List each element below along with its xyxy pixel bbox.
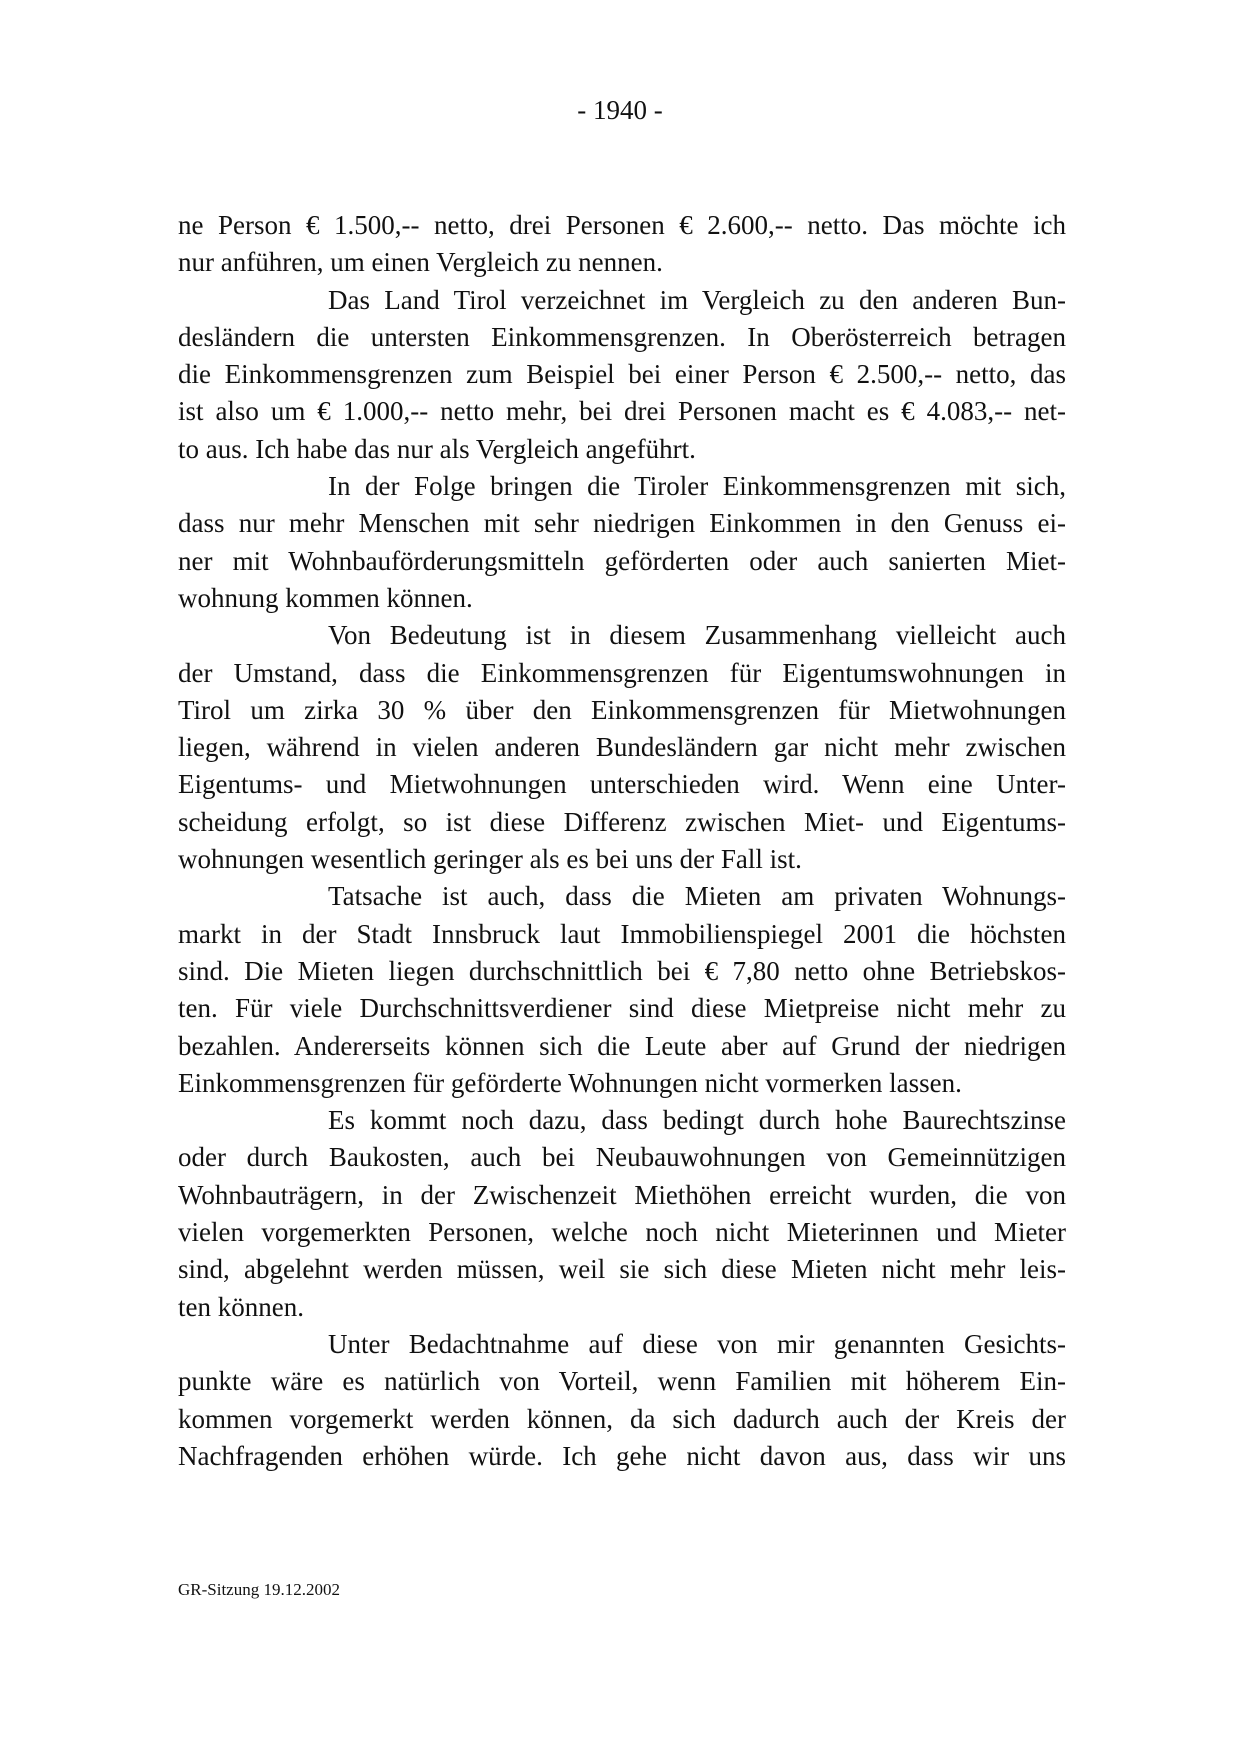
text-line: Eigentums- und Mietwohnungen unterschieden wird. Wenn eine Unter- <box>178 769 1066 800</box>
text-line: Wohnbauträgern, in der Zwischenzeit Miethöhen erreicht wurden, die von <box>178 1179 1066 1210</box>
text-line: desländern die untersten Einkommensgrenzen. In Oberösterreich betragen <box>178 321 1066 352</box>
paragraph <box>178 1326 1066 1475</box>
paragraph <box>178 282 1066 468</box>
text-line: In der Folge bringen die Tiroler Einkommensgrenzen mit sich, <box>328 471 1066 502</box>
footer-session-date: GR-Sitzung 19.12.2002 <box>178 1580 340 1599</box>
text-line: Es kommt noch dazu, dass bedingt durch hohe Baurechtszinse <box>328 1105 1066 1136</box>
text-line: bezahlen. Andererseits können sich die Leute aber auf Grund der niedrigen <box>178 1030 1066 1061</box>
text-line: kommen vorgemerkt werden können, da sich dadurch auch der Kreis der <box>178 1403 1066 1434</box>
text-line: wohnung kommen können. <box>178 582 473 613</box>
paragraph <box>178 468 1066 617</box>
text-line: to aus. Ich habe das nur als Vergleich angeführt. <box>178 433 696 464</box>
text-line: Tatsache ist auch, dass die Mieten am privaten Wohnungs- <box>328 881 1066 912</box>
text-line: die Einkommensgrenzen zum Beispiel bei einer Person € 2.500,-- netto, das <box>178 359 1066 390</box>
text-line: ner mit Wohnbauförderungsmitteln geförderten oder auch sanierten Miet- <box>178 545 1066 576</box>
text-line: Von Bedeutung ist in diesem Zusammenhang vielleicht auch <box>328 620 1066 651</box>
text-line: wohnungen wesentlich geringer als es bei uns der Fall ist. <box>178 844 802 875</box>
text-line: sind. Die Mieten liegen durchschnittlich bei € 7,80 netto ohne Betriebskos- <box>178 955 1066 986</box>
text-line: scheidung erfolgt, so ist diese Differenz zwischen Miet- und Eigentums- <box>178 806 1066 837</box>
text-line: ten können. <box>178 1291 304 1322</box>
document-body <box>178 207 1066 1475</box>
text-line: ten. Für viele Durchschnittsverdiener sind diese Mietpreise nicht mehr zu <box>178 993 1066 1024</box>
text-line: Unter Bedachtnahme auf diese von mir genannten Gesichts- <box>328 1328 1066 1359</box>
text-line: ist also um € 1.000,-- netto mehr, bei drei Personen macht es € 4.083,-- net- <box>178 396 1066 427</box>
paragraph <box>178 207 1066 282</box>
paragraph <box>178 617 1066 878</box>
text-line: punkte wäre es natürlich von Vorteil, wenn Familien mit höherem Ein- <box>178 1366 1066 1397</box>
text-line: dass nur mehr Menschen mit sehr niedrigen Einkommen in den Genuss ei- <box>178 508 1066 539</box>
text-line: vielen vorgemerkten Personen, welche noch nicht Mieterinnen und Mieter <box>178 1217 1066 1248</box>
text-line: Tirol um zirka 30 % über den Einkommensgrenzen für Mietwohnungen <box>178 694 1066 725</box>
page-number: - 1940 - <box>577 95 663 125</box>
paragraph <box>178 1102 1066 1326</box>
text-line: Das Land Tirol verzeichnet im Vergleich zu den anderen Bun- <box>328 284 1066 315</box>
text-line: liegen, während in vielen anderen Bundesländern gar nicht mehr zwischen <box>178 732 1066 763</box>
text-line: Nachfragenden erhöhen würde. Ich gehe nicht davon aus, dass wir uns <box>178 1440 1066 1471</box>
text-line: markt in der Stadt Innsbruck laut Immobilienspiegel 2001 die höchsten <box>178 918 1066 949</box>
text-line: ne Person € 1.500,-- netto, drei Personen € 2.600,-- netto. Das möchte ich <box>178 210 1066 240</box>
text-line: der Umstand, dass die Einkommensgrenzen für Eigentumswohnungen in <box>178 657 1066 688</box>
paragraph <box>178 878 1066 1102</box>
text-line: nur anführen, um einen Vergleich zu nennen. <box>178 247 663 278</box>
text-line: oder durch Baukosten, auch bei Neubauwohnungen von Gemeinnützigen <box>178 1142 1066 1173</box>
text-line: sind, abgelehnt werden müssen, weil sie sich diese Mieten nicht mehr leis- <box>178 1254 1066 1285</box>
text-line: Einkommensgrenzen für geförderte Wohnungen nicht vormerken lassen. <box>178 1067 962 1098</box>
